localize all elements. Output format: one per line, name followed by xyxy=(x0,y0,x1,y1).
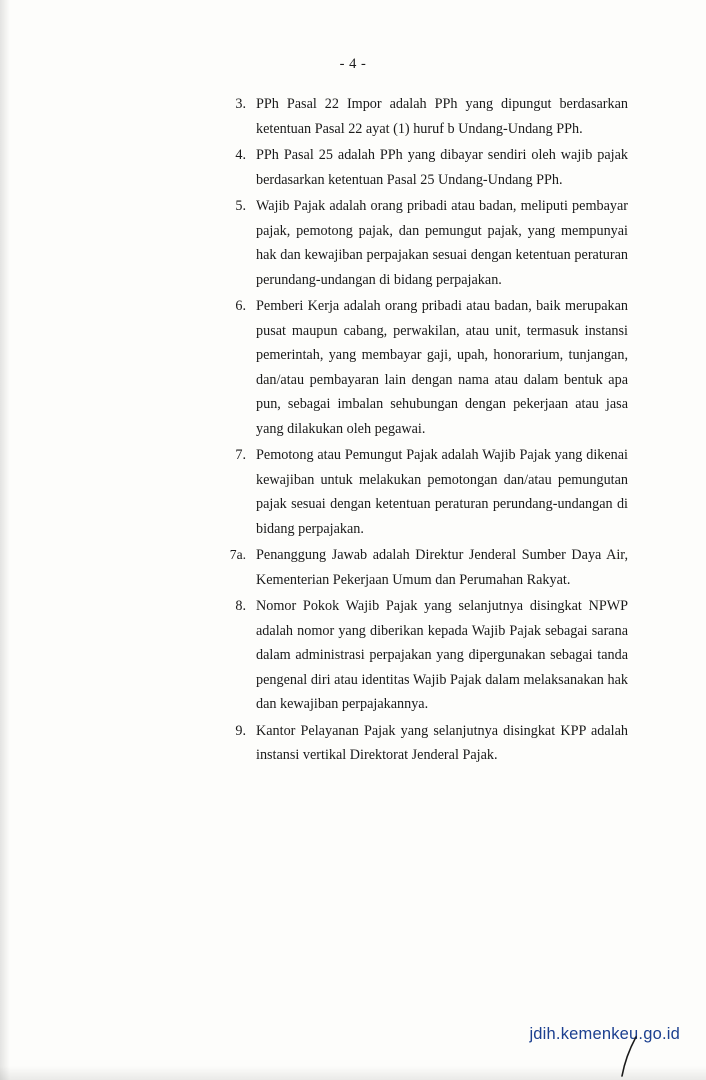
clause-number: 7a. xyxy=(229,547,246,562)
list-item xyxy=(222,92,628,141)
clause-text: Wajib Pajak adalah orang pribadi atau badan, meliputi pembayar pajak, pemotong pajak, dan pemungut pajak, yang mempunyai hak dan kewajiban perpajakan sesuai dengan ketentuan peraturan perundang-undangan di bidang perpajakan. xyxy=(256,198,628,288)
clause-text: Pemotong atau Pemungut Pajak adalah Wajib Pajak yang dikenai kewajiban untuk melakukan pemotongan dan/atau pemungutan pajak sesuai dengan ketentuan peraturan perundang-undangan di bidang perpajakan. xyxy=(256,447,628,537)
list-item xyxy=(222,143,628,192)
clause-number: 8. xyxy=(235,598,246,614)
clause-text: Nomor Pokok Wajib Pajak yang selanjutnya disingkat NPWP adalah nomor yang diberikan kepada Wajib Pajak sebagai sarana dalam administrasi perpajakan yang dipergunakan sebagai tanda pengenal diri atau identitas Wajib Pajak dalam melaksanakan hak dan kewajiban perpajakannya. xyxy=(256,598,628,712)
list-item xyxy=(222,194,628,292)
clause-text: Kantor Pelayanan Pajak yang selanjutnya disingkat KPP adalah instansi vertikal Direktorat Jenderal Pajak. xyxy=(256,722,628,763)
page-edge-shadow-bottom xyxy=(0,1066,706,1080)
page-edge-shadow-left xyxy=(0,0,10,1080)
list-item xyxy=(222,543,628,592)
list-item xyxy=(222,719,628,768)
clause-text: PPh Pasal 25 adalah PPh yang dibayar sendiri oleh wajib pajak berdasarkan ketentuan Pasal 25 Undang-Undang PPh. xyxy=(256,147,628,188)
clause-list xyxy=(222,92,628,770)
clause-number: 4. xyxy=(235,147,246,163)
clause-number: 5. xyxy=(235,198,246,214)
clause-text: Penanggung Jawab adalah Direktur Jenderal Sumber Daya Air, Kementerian Pekerjaan Umum dan Perumahan Rakyat. xyxy=(256,547,628,588)
list-item xyxy=(222,594,628,717)
clause-text: PPh Pasal 22 Impor adalah PPh yang dipungut berdasarkan ketentuan Pasal 22 ayat (1) huruf b Undang-Undang PPh. xyxy=(256,96,628,137)
clause-number: 6. xyxy=(235,298,246,314)
list-item xyxy=(222,294,628,441)
clause-number: 3. xyxy=(235,96,246,112)
clause-number: 9. xyxy=(235,722,246,739)
list-item xyxy=(222,443,628,541)
watermark-jdih: jdih.kemenkeu.go.id xyxy=(529,1025,680,1043)
page-number: - 4 - xyxy=(339,56,367,72)
clause-text: Pemberi Kerja adalah orang pribadi atau badan, baik merupakan pusat maupun cabang, perwakilan, atau unit, termasuk instansi pemerintah, yang membayar gaji, upah, honorarium, tunjangan, dan/atau pembayaran lain dengan nama atau dalam bentuk apa pun, sebagai imbalan sehubungan dengan pekerjaan atau jasa yang dilakukan oleh pegawai. xyxy=(256,298,628,437)
clause-number: 7. xyxy=(235,447,246,463)
